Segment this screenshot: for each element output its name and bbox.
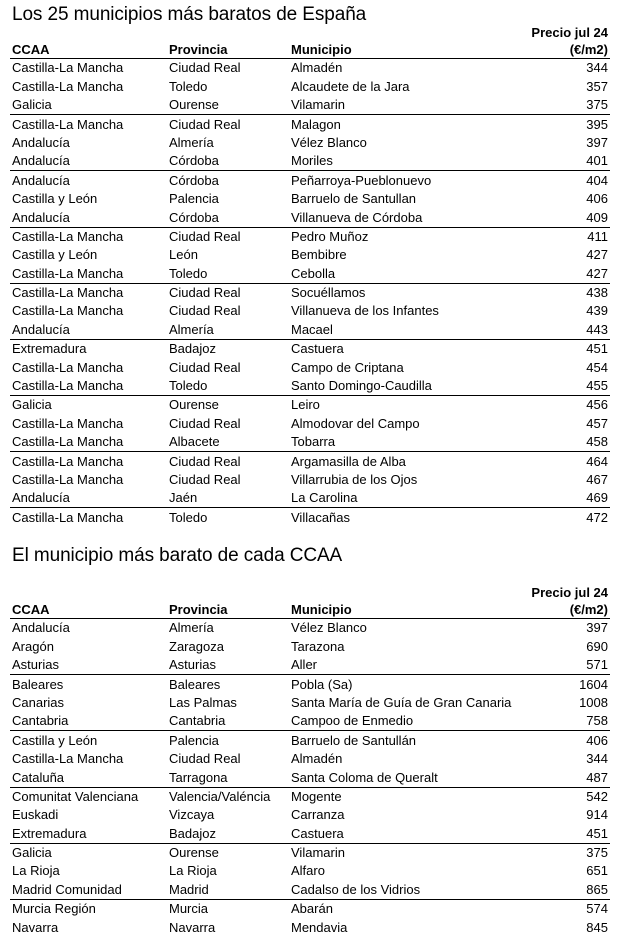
- table-row: [10, 694, 610, 712]
- price-header-line2: (€/m2): [523, 601, 610, 619]
- municipio-cell: Almadén: [291, 60, 343, 76]
- municipio-cell: Bembibre: [291, 247, 347, 263]
- price-cell: 651: [586, 863, 608, 879]
- ccaa-cell: Andalucía: [12, 153, 70, 169]
- municipio-cell: Castuera: [289, 339, 523, 358]
- municipio-cell: Mogente: [289, 787, 523, 806]
- municipio-cell: Abarán: [289, 899, 523, 918]
- price-cell: 690: [586, 638, 608, 654]
- table-row: [10, 675, 610, 694]
- provincia-cell: Córdoba: [169, 153, 219, 169]
- provincia-column-header: Provincia: [167, 601, 289, 619]
- municipio-cell: Almadén: [291, 751, 343, 767]
- price-header-line1: Precio jul 24: [531, 585, 608, 600]
- table-row: [10, 880, 610, 899]
- price-cell: 467: [586, 471, 608, 487]
- municipio-cell: Vélez Blanco: [291, 134, 367, 150]
- ccaa-cell: Murcia Región: [10, 899, 167, 918]
- table-row: [10, 358, 610, 376]
- table-row: [10, 508, 610, 527]
- municipio-cell: La Carolina: [291, 490, 358, 506]
- municipio-cell: Almodovar del Campo: [291, 415, 420, 431]
- price-cell: 455: [586, 378, 608, 394]
- provincia-cell: Ciudad Real: [169, 60, 241, 76]
- provincia-cell: Vizcaya: [169, 807, 215, 823]
- municipio-cell: Castuera: [291, 825, 344, 841]
- table-row: [10, 59, 610, 78]
- municipio-cell: Barruelo de Santullán: [289, 731, 523, 750]
- municipio-cell: Vélez Blanco: [291, 620, 367, 636]
- ccaa-cell: Castilla-La Mancha: [10, 283, 167, 302]
- municipio-cell: Villacañas: [289, 508, 523, 527]
- price-header-line1: Precio jul 24: [531, 25, 608, 40]
- ccaa-cell: Euskadi: [12, 807, 59, 823]
- municipio-cell: Peñarroya-Pueblonuevo: [289, 171, 523, 190]
- provincia-cell: Córdoba: [169, 209, 219, 225]
- table-row: [10, 750, 610, 768]
- price-cell: 406: [586, 191, 608, 207]
- provincia-cell: Ciudad Real: [169, 471, 241, 487]
- ccaa-cell: Castilla-La Mancha: [12, 415, 124, 431]
- ccaa-cell: Cantabria: [12, 713, 69, 729]
- price-cell: 451: [523, 339, 610, 358]
- ccaa-cell: La Rioja: [12, 863, 60, 879]
- ccaa-cell: Extremadura: [12, 825, 87, 841]
- table-row: [10, 339, 610, 358]
- municipio-cell: Vilamarin: [289, 843, 523, 862]
- price-cell: 375: [586, 97, 608, 113]
- table-row: [10, 637, 610, 655]
- provincia-cell: Ourense: [167, 396, 289, 415]
- municipio-cell: Moriles: [291, 153, 333, 169]
- municipio-cell: Aller: [291, 657, 318, 673]
- ccaa-cell: Canarias: [12, 694, 65, 710]
- price-cell: 571: [586, 657, 608, 673]
- price-cell: 1604: [523, 675, 610, 694]
- ccaa-cell: Castilla-La Mancha: [10, 452, 167, 471]
- table-row: [10, 899, 610, 918]
- table-row: [10, 208, 610, 227]
- ccaa-cell: Aragón: [12, 638, 54, 654]
- ccaa-cell: Castilla-La Mancha: [12, 378, 124, 394]
- provincia-cell: Almería: [169, 620, 214, 636]
- municipio-cell: Argamasilla de Alba: [289, 452, 523, 471]
- table-row: [10, 152, 610, 171]
- provincia-cell: Jaén: [169, 490, 198, 506]
- ccaa-cell: Castilla-La Mancha: [10, 115, 167, 134]
- municipio-column-header: Municipio: [289, 601, 523, 619]
- ccaa-cell: Extremadura: [10, 339, 167, 358]
- provincia-cell: Madrid: [169, 881, 209, 897]
- provincia-cell: La Rioja: [169, 863, 217, 879]
- table-row: [10, 712, 610, 731]
- price-cell: 344: [586, 751, 608, 767]
- provincia-cell: Ciudad Real: [167, 452, 289, 471]
- provincia-cell: Toledo: [169, 378, 208, 394]
- provincia-cell: Albacete: [169, 434, 220, 450]
- ccaa-cell: Castilla-La Mancha: [12, 434, 124, 450]
- provincia-cell: Zaragoza: [169, 638, 224, 654]
- ccaa-cell: Castilla-La Mancha: [12, 265, 124, 281]
- price-header-line2: (€/m2): [523, 41, 610, 59]
- table-row: [10, 824, 610, 843]
- price-cell: 454: [586, 359, 608, 375]
- price-cell: 443: [586, 321, 608, 337]
- ccaa-cell: Galicia: [12, 97, 52, 113]
- ccaa-cell: Galicia: [10, 396, 167, 415]
- price-cell: 456: [523, 396, 610, 415]
- ccaa-cell: Andalucía: [12, 209, 70, 225]
- table-row: [10, 843, 610, 862]
- municipio-cell: Carranza: [291, 807, 345, 823]
- table-row: [10, 433, 610, 452]
- table-row: [10, 918, 610, 936]
- provincia-cell: Baleares: [167, 675, 289, 694]
- provincia-cell: Ciudad Real: [169, 415, 241, 431]
- municipio-cell: Socuéllamos: [289, 283, 523, 302]
- municipio-cell: Santa María de Guía de Gran Canaria: [291, 694, 512, 710]
- price-cell: 457: [586, 415, 608, 431]
- municipio-cell: Macael: [291, 321, 333, 337]
- provincia-column-header: Provincia: [167, 41, 289, 59]
- municipio-cell: Campo de Criptana: [291, 359, 404, 375]
- municipio-cell: Mendavia: [291, 919, 348, 935]
- provincia-cell: Toledo: [169, 265, 208, 281]
- municipio-cell: Tobarra: [291, 434, 336, 450]
- table-row: [10, 806, 610, 824]
- municipio-cell: Villanueva de los Infantes: [291, 303, 439, 319]
- ccaa-cell: Castilla-La Mancha: [12, 60, 124, 76]
- ccaa-cell: Castilla-La Mancha: [12, 78, 124, 94]
- municipio-cell: Alfaro: [291, 863, 325, 879]
- ccaa-cell: Baleares: [10, 675, 167, 694]
- table-row: [10, 171, 610, 190]
- ccaa-cell: Castilla-La Mancha: [12, 751, 124, 767]
- table-row: [10, 190, 610, 208]
- price-cell: 395: [523, 115, 610, 134]
- municipio-cell: Villanueva de Córdoba: [291, 209, 423, 225]
- provincia-cell: Córdoba: [167, 171, 289, 190]
- price-cell: 427: [586, 247, 608, 263]
- provincia-cell: Cantabria: [169, 713, 226, 729]
- table-row: [10, 283, 610, 302]
- table-row: [10, 96, 610, 115]
- provincia-cell: Ciudad Real: [167, 115, 289, 134]
- price-cell: 451: [586, 825, 608, 841]
- provincia-cell: Ciudad Real: [169, 359, 241, 375]
- price-cell: 542: [523, 787, 610, 806]
- section2-title: El municipio más barato de cada CCAA: [12, 545, 343, 566]
- price-cell: 914: [586, 807, 608, 823]
- ccaa-column-header: CCAA: [10, 601, 167, 619]
- price-cell: 758: [586, 713, 608, 729]
- ccaa-cell: Andalucía: [10, 171, 167, 190]
- cheapest-per-ccaa-table: [10, 585, 610, 937]
- municipio-cell: Cadalso de los Vidrios: [291, 881, 421, 897]
- table-row: [10, 768, 610, 787]
- price-cell: 404: [523, 171, 610, 190]
- provincia-cell: Ciudad Real: [167, 283, 289, 302]
- table-row: [10, 115, 610, 134]
- provincia-cell: Murcia: [167, 899, 289, 918]
- price-cell: 409: [586, 209, 608, 225]
- price-cell: 439: [586, 303, 608, 319]
- price-cell: 438: [523, 283, 610, 302]
- price-cell: 865: [586, 881, 608, 897]
- price-cell: 574: [523, 899, 610, 918]
- price-cell: 469: [586, 490, 608, 506]
- table-row: [10, 302, 610, 320]
- provincia-cell: Badajoz: [167, 339, 289, 358]
- provincia-cell: Toledo: [167, 508, 289, 527]
- ccaa-cell: Cataluña: [12, 769, 65, 785]
- ccaa-cell: Castilla y León: [10, 731, 167, 750]
- municipio-cell: Alcaudete de la Jara: [291, 78, 410, 94]
- provincia-cell: Ciudad Real: [169, 303, 241, 319]
- municipio-cell: Leiro: [289, 396, 523, 415]
- table-row: [10, 227, 610, 246]
- municipio-cell: Santa Coloma de Queralt: [291, 769, 438, 785]
- municipio-column-header: Municipio: [289, 41, 523, 59]
- price-cell: 1008: [579, 694, 608, 710]
- municipio-cell: Pedro Muñoz: [289, 227, 523, 246]
- municipio-cell: Campoo de Enmedio: [291, 713, 414, 729]
- ccaa-column-header: CCAA: [10, 41, 167, 59]
- provincia-cell: Palencia: [167, 731, 289, 750]
- table-row: [10, 414, 610, 432]
- price-cell: 464: [523, 452, 610, 471]
- provincia-cell: Almería: [169, 134, 214, 150]
- price-cell: 397: [586, 134, 608, 150]
- price-cell: 344: [586, 60, 608, 76]
- table-row: [10, 134, 610, 152]
- provincia-cell: Navarra: [169, 919, 216, 935]
- ccaa-cell: Galicia: [10, 843, 167, 862]
- ccaa-cell: Andalucía: [12, 134, 70, 150]
- price-cell: 427: [586, 265, 608, 281]
- table-row: [10, 489, 610, 508]
- municipio-cell: Cebolla: [291, 265, 336, 281]
- municipio-cell: Malagon: [289, 115, 523, 134]
- municipio-cell: Barruelo de Santullan: [291, 191, 417, 207]
- table-row: [10, 264, 610, 283]
- ccaa-cell: Comunitat Valenciana: [10, 787, 167, 806]
- ccaa-cell: Castilla-La Mancha: [12, 359, 124, 375]
- ccaa-cell: Castilla y León: [12, 191, 98, 207]
- municipio-cell: Villarrubia de los Ojos: [291, 471, 418, 487]
- provincia-cell: Las Palmas: [169, 694, 237, 710]
- table-row: [10, 656, 610, 675]
- ccaa-cell: Andalucía: [12, 321, 70, 337]
- table-row: [10, 246, 610, 264]
- municipio-cell: Vilamarin: [291, 97, 345, 113]
- table-row: [10, 77, 610, 95]
- price-cell: 375: [523, 843, 610, 862]
- municipio-cell: Santo Domingo-Caudilla: [291, 378, 432, 394]
- cheapest-25-table: [10, 25, 610, 527]
- ccaa-cell: Navarra: [12, 919, 59, 935]
- provincia-cell: Valencia/Valéncia: [167, 787, 289, 806]
- provincia-cell: Toledo: [169, 78, 208, 94]
- ccaa-cell: Castilla y León: [12, 247, 98, 263]
- table-row: [10, 862, 610, 880]
- municipio-cell: Pobla (Sa): [289, 675, 523, 694]
- table-row: [10, 377, 610, 396]
- table-row: [10, 320, 610, 339]
- ccaa-cell: Asturias: [12, 657, 59, 673]
- price-cell: 458: [586, 434, 608, 450]
- price-cell: 411: [523, 227, 610, 246]
- provincia-cell: Ourense: [169, 97, 219, 113]
- provincia-cell: León: [169, 247, 198, 263]
- price-cell: 845: [586, 919, 608, 935]
- ccaa-cell: Castilla-La Mancha: [10, 227, 167, 246]
- table-row: [10, 396, 610, 415]
- provincia-cell: Ourense: [167, 843, 289, 862]
- price-cell: 472: [523, 508, 610, 527]
- ccaa-cell: Andalucía: [12, 620, 70, 636]
- ccaa-cell: Castilla-La Mancha: [10, 508, 167, 527]
- ccaa-cell: Madrid Comunidad: [12, 881, 122, 897]
- table-row: [10, 471, 610, 489]
- provincia-cell: Palencia: [169, 191, 219, 207]
- provincia-cell: Almería: [169, 321, 214, 337]
- price-cell: 397: [586, 620, 608, 636]
- provincia-cell: Ciudad Real: [169, 751, 241, 767]
- table-row: [10, 452, 610, 471]
- provincia-cell: Badajoz: [169, 825, 216, 841]
- provincia-cell: Ciudad Real: [167, 227, 289, 246]
- municipio-cell: Tarazona: [291, 638, 345, 654]
- section1-title: Los 25 municipios más baratos de España: [12, 4, 367, 25]
- price-cell: 406: [523, 731, 610, 750]
- provincia-cell: Tarragona: [169, 769, 228, 785]
- table-row: [10, 619, 610, 638]
- provincia-cell: Asturias: [169, 657, 216, 673]
- table-row: [10, 787, 610, 806]
- ccaa-cell: Castilla-La Mancha: [12, 471, 124, 487]
- price-cell: 487: [586, 769, 608, 785]
- table-row: [10, 731, 610, 750]
- price-cell: 357: [586, 78, 608, 94]
- ccaa-cell: Castilla-La Mancha: [12, 303, 124, 319]
- price-cell: 401: [586, 153, 608, 169]
- ccaa-cell: Andalucía: [12, 490, 70, 506]
